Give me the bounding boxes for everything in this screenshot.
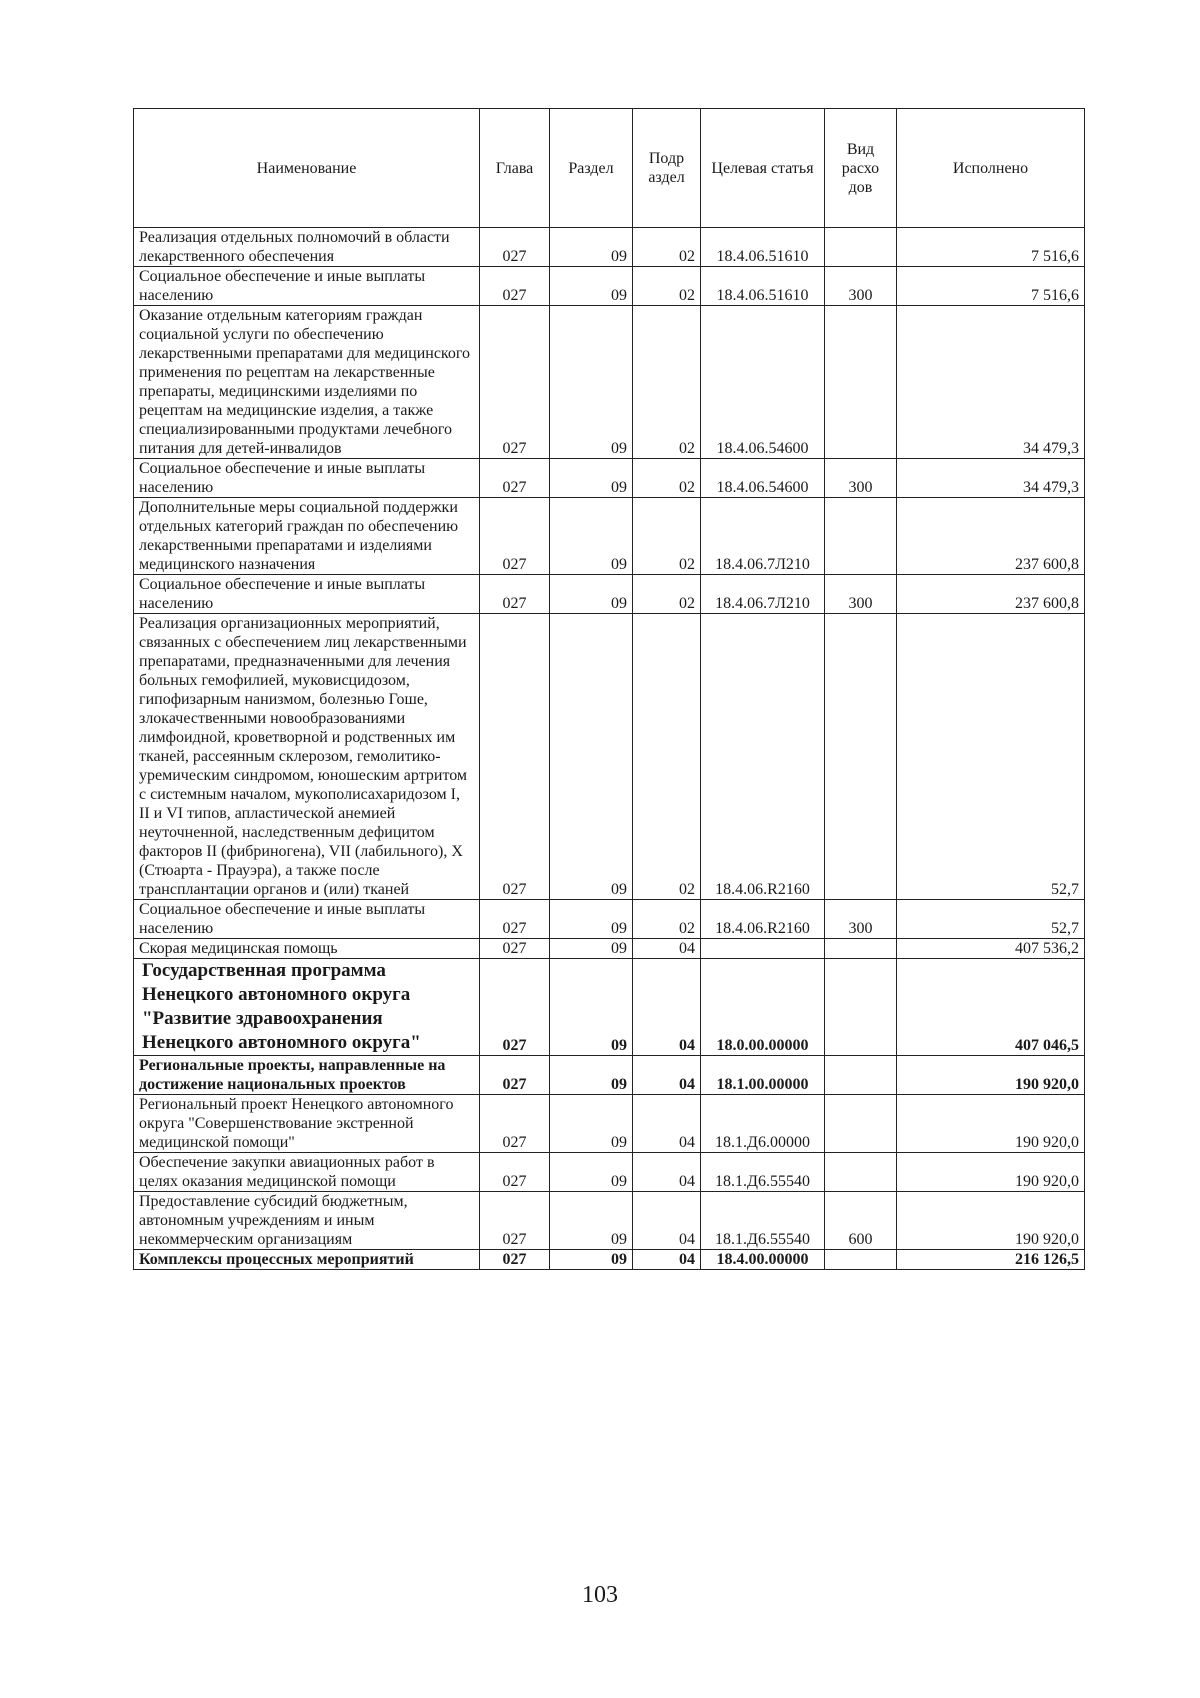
header-podrazdel: Подр аздел <box>633 109 701 228</box>
row-podrazdel: 04 <box>633 1153 701 1192</box>
row-razdel: 09 <box>550 900 633 939</box>
table-row <box>134 267 1085 306</box>
table-row <box>134 1192 1085 1250</box>
row-name: Реализация организационных мероприятий, связанных с обеспечением лиц лекарственными препаратами, предназначенными для лечения больных гемофилией, муковисцидозом, гипофизарным нанизмом, болезнью Гоше, злокачественными новообразованиями лимфоидной, кроветворной и родственных им тканей, рассеянным склерозом, гемолитико-уремическим синдромом, юношеским артритом с системным началом, мукополисахаридозом I, II и VI типов, апластической анемией неуточненной, наследственным дефицитом факторов II (фибриногена), VII (лабильного), X (Стюарта - Прауэра), а также после трансплантации органов и (или) тканей <box>134 614 480 900</box>
row-name: Скорая медицинская помощь <box>134 939 480 959</box>
row-vid <box>825 228 897 267</box>
row-vid: 300 <box>825 459 897 498</box>
table-row <box>134 575 1085 614</box>
row-vid <box>825 1153 897 1192</box>
row-name: Обеспечение закупки авиационных работ в целях оказания медицинской помощи <box>134 1153 480 1192</box>
row-target: 18.4.06.R2160 <box>701 614 825 900</box>
header-name: Наименование <box>134 109 480 228</box>
row-amount: 407 536,2 <box>897 939 1085 959</box>
row-target: 18.4.06.51610 <box>701 267 825 306</box>
row-target: 18.0.00.00000 <box>701 959 825 1056</box>
row-amount: 216 126,5 <box>897 1250 1085 1270</box>
row-target: 18.4.06.R2160 <box>701 900 825 939</box>
header-executed: Исполнено <box>897 109 1085 228</box>
row-amount: 190 920,0 <box>897 1095 1085 1153</box>
table-row <box>134 1250 1085 1270</box>
row-podrazdel: 02 <box>633 267 701 306</box>
row-glava: 027 <box>480 1250 550 1270</box>
row-name: Комплексы процессных мероприятий <box>134 1250 480 1270</box>
row-vid: 300 <box>825 575 897 614</box>
row-target: 18.1.Д6.00000 <box>701 1095 825 1153</box>
row-amount: 52,7 <box>897 900 1085 939</box>
row-target: 18.4.06.54600 <box>701 306 825 459</box>
row-podrazdel: 04 <box>633 1250 701 1270</box>
row-amount: 34 479,3 <box>897 306 1085 459</box>
table-row <box>134 1153 1085 1192</box>
row-amount: 407 046,5 <box>897 959 1085 1056</box>
row-vid <box>825 498 897 575</box>
row-glava: 027 <box>480 228 550 267</box>
row-vid <box>825 1056 897 1095</box>
row-target: 18.1.Д6.55540 <box>701 1153 825 1192</box>
row-podrazdel: 04 <box>633 1192 701 1250</box>
row-razdel: 09 <box>550 1056 633 1095</box>
header-glava: Глава <box>480 109 550 228</box>
row-vid <box>825 306 897 459</box>
header-vid: Вид расхо дов <box>825 109 897 228</box>
row-podrazdel: 04 <box>633 959 701 1056</box>
row-name: Социальное обеспечение и иные выплаты населению <box>134 459 480 498</box>
row-glava: 027 <box>480 959 550 1056</box>
row-amount: 7 516,6 <box>897 228 1085 267</box>
row-glava: 027 <box>480 575 550 614</box>
row-razdel: 09 <box>550 614 633 900</box>
row-name: Государственная программа Ненецкого автономного округа "Развитие здравоохранения Ненецкого автономного округа" <box>134 959 480 1056</box>
row-podrazdel: 02 <box>633 306 701 459</box>
row-name: Региональный проект Ненецкого автономного округа "Совершенствование экстренной медицинской помощи" <box>134 1095 480 1153</box>
table-row <box>134 900 1085 939</box>
table-row <box>134 1056 1085 1095</box>
row-amount: 190 920,0 <box>897 1153 1085 1192</box>
row-podrazdel: 02 <box>633 900 701 939</box>
row-target: 18.1.Д6.55540 <box>701 1192 825 1250</box>
budget-table <box>133 108 1085 1270</box>
row-glava: 027 <box>480 900 550 939</box>
row-razdel: 09 <box>550 306 633 459</box>
row-amount: 237 600,8 <box>897 498 1085 575</box>
row-razdel: 09 <box>550 575 633 614</box>
row-name: Оказание отдельным категориям граждан социальной услуги по обеспечению лекарственными препаратами для медицинского применения по рецептам на лекарственные препараты, медицинскими изделиями по рецептам на медицинские изделия, а также специализированными продуктами лечебного питания для детей-инвалидов <box>134 306 480 459</box>
table-row <box>134 306 1085 459</box>
row-vid <box>825 939 897 959</box>
row-name: Дополнительные меры социальной поддержки отдельных категорий граждан по обеспечению лекарственными препаратами и изделиями медицинского назначения <box>134 498 480 575</box>
row-podrazdel: 04 <box>633 939 701 959</box>
row-vid: 300 <box>825 267 897 306</box>
table-row <box>134 459 1085 498</box>
page-number: 103 <box>582 1582 618 1608</box>
row-vid: 300 <box>825 900 897 939</box>
row-razdel: 09 <box>550 1095 633 1153</box>
row-target: 18.4.06.7Л210 <box>701 575 825 614</box>
row-name: Региональные проекты, направленные на достижение национальных проектов <box>134 1056 480 1095</box>
row-vid: 600 <box>825 1192 897 1250</box>
row-glava: 027 <box>480 939 550 959</box>
row-name: Реализация отдельных полномочий в области лекарственного обеспечения <box>134 228 480 267</box>
header-razdel: Раздел <box>550 109 633 228</box>
row-vid <box>825 959 897 1056</box>
row-amount: 7 516,6 <box>897 267 1085 306</box>
table-header-row <box>134 109 1085 228</box>
row-podrazdel: 02 <box>633 228 701 267</box>
row-razdel: 09 <box>550 1192 633 1250</box>
row-vid <box>825 1095 897 1153</box>
row-amount: 190 920,0 <box>897 1056 1085 1095</box>
row-glava: 027 <box>480 614 550 900</box>
row-vid <box>825 614 897 900</box>
row-razdel: 09 <box>550 939 633 959</box>
row-target: 18.4.06.7Л210 <box>701 498 825 575</box>
row-amount: 34 479,3 <box>897 459 1085 498</box>
table-row <box>134 1095 1085 1153</box>
row-razdel: 09 <box>550 959 633 1056</box>
table-row <box>134 228 1085 267</box>
header-target: Целевая статья <box>701 109 825 228</box>
table-row <box>134 498 1085 575</box>
row-razdel: 09 <box>550 1250 633 1270</box>
row-razdel: 09 <box>550 228 633 267</box>
row-amount: 237 600,8 <box>897 575 1085 614</box>
row-glava: 027 <box>480 1153 550 1192</box>
table-row <box>134 959 1085 1056</box>
row-glava: 027 <box>480 498 550 575</box>
row-target: 18.4.06.54600 <box>701 459 825 498</box>
row-target: 18.1.00.00000 <box>701 1056 825 1095</box>
row-razdel: 09 <box>550 459 633 498</box>
row-glava: 027 <box>480 1192 550 1250</box>
row-podrazdel: 04 <box>633 1056 701 1095</box>
table-row <box>134 614 1085 900</box>
row-glava: 027 <box>480 306 550 459</box>
row-vid <box>825 1250 897 1270</box>
row-podrazdel: 02 <box>633 575 701 614</box>
row-glava: 027 <box>480 1095 550 1153</box>
row-amount: 190 920,0 <box>897 1192 1085 1250</box>
row-target <box>701 939 825 959</box>
row-name: Предоставление субсидий бюджетным, автономным учреждениям и иным некоммерческим организациям <box>134 1192 480 1250</box>
row-glava: 027 <box>480 1056 550 1095</box>
row-razdel: 09 <box>550 498 633 575</box>
row-podrazdel: 02 <box>633 498 701 575</box>
row-glava: 027 <box>480 267 550 306</box>
row-amount: 52,7 <box>897 614 1085 900</box>
row-podrazdel: 02 <box>633 614 701 900</box>
table-row <box>134 939 1085 959</box>
row-glava: 027 <box>480 459 550 498</box>
row-razdel: 09 <box>550 267 633 306</box>
row-target: 18.4.06.51610 <box>701 228 825 267</box>
row-target: 18.4.00.00000 <box>701 1250 825 1270</box>
row-name: Социальное обеспечение и иные выплаты населению <box>134 575 480 614</box>
row-podrazdel: 04 <box>633 1095 701 1153</box>
row-razdel: 09 <box>550 1153 633 1192</box>
row-name: Социальное обеспечение и иные выплаты населению <box>134 900 480 939</box>
row-name: Социальное обеспечение и иные выплаты населению <box>134 267 480 306</box>
row-podrazdel: 02 <box>633 459 701 498</box>
